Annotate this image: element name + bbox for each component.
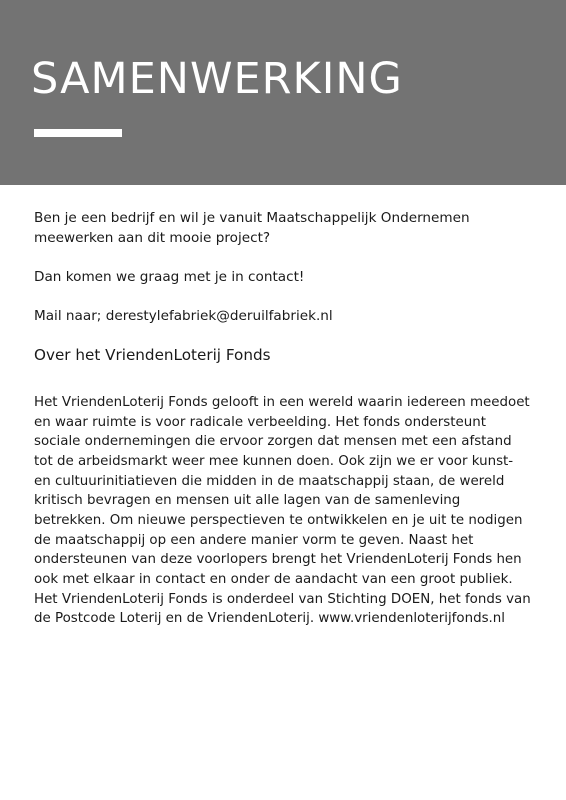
section-heading: Over het VriendenLoterij Fonds — [34, 346, 271, 364]
header-banner — [0, 0, 566, 185]
page-title: SAMENWERKING — [31, 54, 403, 104]
intro-paragraph: Ben je een bedrijf en wil je vanuit Maatschappelijk Ondernemen meewerken aan dit mooie project? — [34, 210, 470, 246]
title-underline — [34, 129, 122, 137]
mail-paragraph: Mail naar; derestylefabriek@deruilfabriek.nl — [34, 308, 333, 324]
contact-paragraph: Dan komen we graag met je in contact! — [34, 269, 305, 285]
fonds-description: Het VriendenLoterij Fonds gelooft in een wereld waarin iedereen meedoet en waar ruimte is voor radicale verbeelding. Het fonds ondersteunt sociale ondernemingen die ervoor zorgen dat mensen met een afstand tot de arbeidsmarkt weer mee kunnen doen. Ook zijn we er voor kunst- en cultuurinitiatieven die midden in de maatschappij staan, de wereld kritisch bevragen en mensen uit alle lagen van de samenleving betrekken. Om nieuwe perspectieven te ontwikkelen en je uit te nodigen de maatschappij op een andere manier vorm te geven. Naast het ondersteunen van deze voorlopers brengt het VriendenLoterij Fonds hen ook met elkaar in contact en onder de aandacht van een groot publiek. Het VriendenLoterij Fonds is onderdeel van Stichting DOEN, het fonds van de Postcode Loterij en de VriendenLoterij. www.vriendenloterijfonds.nl — [34, 395, 531, 627]
content — [34, 208, 534, 629]
